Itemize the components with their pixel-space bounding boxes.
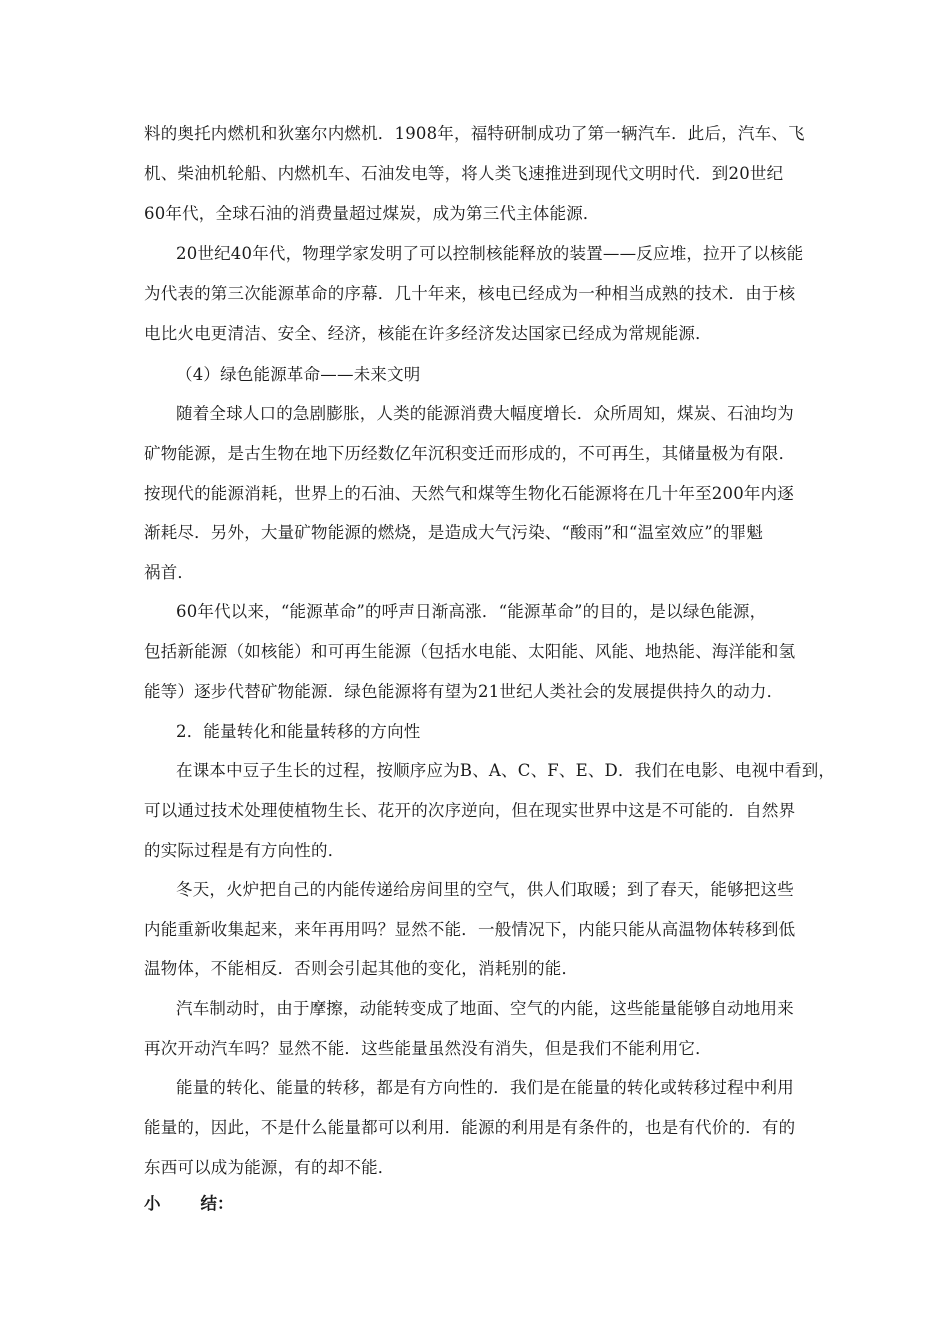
text-line: 机、柴油机轮船、内燃机车、石油发电等，将人类飞速推进到现代文明时代．到20世纪	[144, 164, 784, 183]
text-line: 60年代，全球石油的消费量超过煤炭，成为第三代主体能源．	[144, 204, 600, 223]
text-line: 再次开动汽车吗？显然不能．这些能量虽然没有消失，但是我们不能利用它．	[144, 1039, 712, 1058]
paragraph-start-line: 随着全球人口的急剧膨胀，人类的能源消费大幅度增长．众所周知，煤炭、石油均为	[176, 404, 794, 423]
section-heading: 2．能量转化和能量转移的方向性	[176, 722, 421, 741]
paragraph-start-line: 20世纪40年代，物理学家发明了可以控制核能释放的装置——反应堆，拉开了以核能	[176, 244, 804, 263]
text-line: 料的奥托内燃机和狄塞尔内燃机．1908年，福特研制成功了第一辆汽车．此后，汽车、飞	[144, 124, 805, 143]
paragraph-start-line: 在课本中豆子生长的过程，按顺序应为B、A、C、F、E、D．我们在电影、电视中看到，	[176, 761, 836, 780]
paragraph-start-line: 冬天，火炉把自己的内能传递给房间里的空气，供人们取暖；到了春天，能够把这些	[176, 880, 794, 899]
text-line: 可以通过技术处理使植物生长、花开的次序逆向，但在现实世界中这是不可能的．自然界	[144, 801, 796, 820]
summary-heading-left: 小	[144, 1194, 161, 1213]
text-line: 祸首．	[144, 563, 195, 582]
paragraph-start-line: 汽车制动时，由于摩擦，动能转变成了地面、空气的内能，这些能量能够自动地用来	[176, 999, 794, 1018]
summary-heading-right: 结：	[200, 1194, 234, 1213]
text-line: 的实际过程是有方向性的．	[144, 841, 345, 860]
section-heading: （4）绿色能源革命——未来文明	[176, 365, 421, 384]
paragraph-start-line: 能量的转化、能量的转移，都是有方向性的．我们是在能量的转化或转移过程中利用	[176, 1078, 794, 1097]
text-line: 能量的，因此，不是什么能量都可以利用．能源的利用是有条件的，也是有代价的．有的	[144, 1118, 796, 1137]
text-line: 按现代的能源消耗，世界上的石油、天然气和煤等生物化石能源将在几十年至200年内逐	[144, 484, 794, 503]
summary-heading	[144, 1193, 234, 1215]
text-line: 东西可以成为能源，有的却不能．	[144, 1158, 395, 1177]
text-line: 包括新能源（如核能）和可再生能源（包括水电能、太阳能、风能、地热能、海洋能和氢	[144, 642, 796, 661]
text-line: 能等）逐步代替矿物能源．绿色能源将有望为21世纪人类社会的发展提供持久的动力．	[144, 682, 784, 701]
text-line: 内能重新收集起来，来年再用吗？显然不能．一般情况下，内能只能从高温物体转移到低	[144, 920, 796, 939]
text-line: 温物体，不能相反．否则会引起其他的变化，消耗别的能．	[144, 959, 579, 978]
text-line: 渐耗尽．另外，大量矿物能源的燃烧，是造成大气污染、“酸雨”和“温室效应”的罪魁	[144, 523, 764, 542]
text-line: 电比火电更清洁、安全、经济，核能在许多经济发达国家已经成为常规能源．	[144, 324, 712, 343]
paragraph-start-line: 60年代以来，“能源革命”的呼声日渐高涨．“能源革命”的目的，是以绿色能源，	[176, 602, 767, 621]
text-line: 为代表的第三次能源革命的序幕．几十年来，核电已经成为一种相当成熟的技术．由于核	[144, 284, 796, 303]
text-line: 矿物能源，是古生物在地下历经数亿年沉积变迁而形成的，不可再生，其储量极为有限．	[144, 444, 796, 463]
